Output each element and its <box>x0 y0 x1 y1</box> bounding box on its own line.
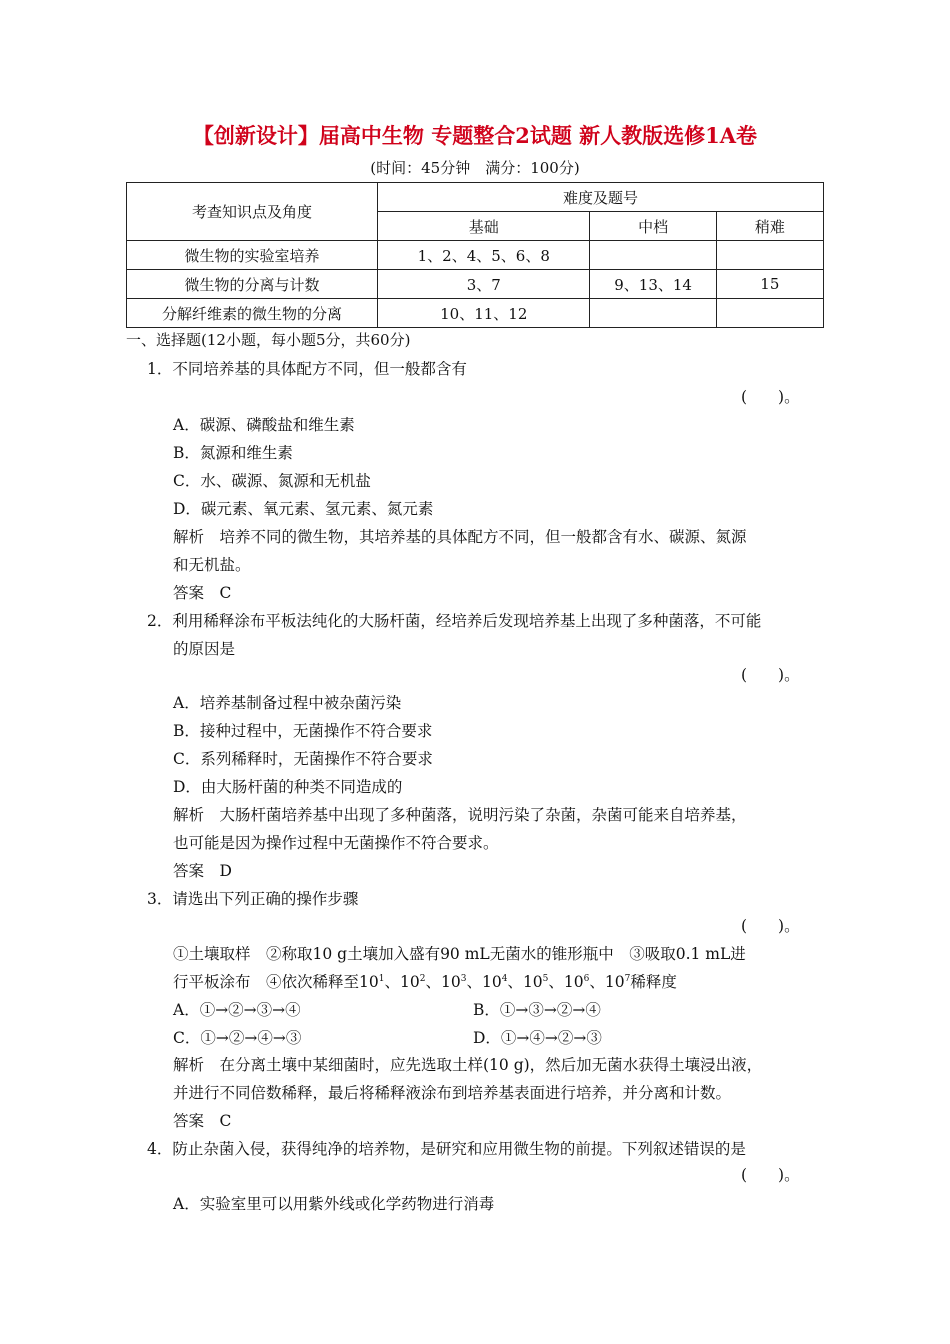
q3-steps-suffix: 稀释度 <box>630 973 677 991</box>
q1-answer-blank: ( )。 <box>741 388 800 406</box>
q3-exponent: 7 <box>624 973 631 984</box>
q3-option-b: B．①→③→②→④ <box>473 1001 601 1019</box>
document-title: 【创新设计】届高中生物 专题整合2试题 新人教版选修1A卷 <box>192 123 758 148</box>
q3-exponent: 4 <box>501 973 508 984</box>
q1-stem: 1．不同培养基的具体配方不同，但一般都含有 <box>147 360 467 378</box>
q3-option-a: A．①→②→③→④ <box>173 1001 301 1019</box>
q2-analysis-line2: 也可能是因为操作过程中无菌操作不符合要求。 <box>173 834 499 852</box>
q3-option-c: C．①→②→④→③ <box>173 1029 302 1047</box>
q3-steps-line2: 行平板涂布 ④依次稀释至$10^1$、$10^2$、$10^3$、$10^4$、$10^5$、$10^6$、$10^7$稀释度 <box>173 973 677 991</box>
table-cell-mid <box>590 241 716 270</box>
q3-stem: 3．请选出下列正确的操作步骤 <box>147 890 359 908</box>
table-cell-basic: 10、11、12 <box>378 299 590 328</box>
table-header-hard: 稍难 <box>716 212 823 241</box>
section-title: 一、选择题(12小题，每小题5分，共60分) <box>126 331 411 349</box>
q2-stem-line2: 的原因是 <box>173 640 236 658</box>
q2-answer-blank: ( )。 <box>741 666 800 684</box>
table-header-mid: 中档 <box>590 212 716 241</box>
table-cell-topic: 微生物的分离与计数 <box>127 270 378 299</box>
q3-exponent: 3 <box>460 973 467 984</box>
q1-option-b: B．氮源和维生素 <box>173 444 293 462</box>
q3-exponent: 2 <box>419 973 426 984</box>
q3-analysis-line1: 解析 在分离土壤中某细菌时，应先选取土样(10 g)，然后加无菌水获得土壤浸出液， <box>173 1056 763 1074</box>
q4-option-a: A．实验室里可以用紫外线或化学药物进行消毒 <box>173 1195 495 1213</box>
q3-exponent: 6 <box>583 973 590 984</box>
q2-answer: 答案 D <box>173 862 232 880</box>
table-header-difficulty: 难度及题号 <box>378 183 824 212</box>
q3-base: 10 <box>604 973 625 991</box>
document-subtitle: (时间：45分钟 满分：100分) <box>370 159 580 177</box>
table-cell-hard <box>716 241 823 270</box>
table-row <box>127 270 824 299</box>
table-cell-hard: 15 <box>716 270 823 299</box>
q3-base: 10 <box>563 973 584 991</box>
q1-option-d: D．碳元素、氧元素、氢元素、氮元素 <box>173 500 434 518</box>
q2-option-c: C．系列稀释时，无菌操作不符合要求 <box>173 750 433 768</box>
q2-option-a: A．培养基制备过程中被杂菌污染 <box>173 694 402 712</box>
knowledge-table <box>126 182 824 328</box>
q3-exponent: 1 <box>378 973 385 984</box>
table-cell-mid <box>590 299 716 328</box>
q2-stem-line1: 2．利用稀释涂布平板法纯化的大肠杆菌，经培养后发现培养基上出现了多种菌落，不可能 <box>147 612 762 630</box>
table-cell-topic: 分解纤维素的微生物的分离 <box>127 299 378 328</box>
q1-analysis-line1: 解析 培养不同的微生物，其培养基的具体配方不同，但一般都含有水、碳源、氮源 <box>173 528 747 546</box>
q3-base: 10 <box>399 973 420 991</box>
table-row <box>127 299 824 328</box>
q4-answer-blank: ( )。 <box>741 1166 800 1184</box>
q3-base: 10 <box>522 973 543 991</box>
q3-exponent: 5 <box>542 973 549 984</box>
q2-option-d: D．由大肠杆菌的种类不同造成的 <box>173 778 403 796</box>
q1-option-c: C．水、碳源、氮源和无机盐 <box>173 472 371 490</box>
q1-analysis-line2: 和无机盐。 <box>173 556 251 574</box>
q4-stem: 4．防止杂菌入侵，获得纯净的培养物，是研究和应用微生物的前提。下列叙述错误的是 <box>147 1140 746 1158</box>
q3-analysis-line2: 并进行不同倍数稀释，最后将稀释液涂布到培养基表面进行培养，并分离和计数。 <box>173 1084 732 1102</box>
q1-option-a: A．碳源、磷酸盐和维生素 <box>173 416 355 434</box>
q2-option-b: B．接种过程中，无菌操作不符合要求 <box>173 722 433 740</box>
q3-answer-blank: ( )。 <box>741 917 800 935</box>
q3-option-d: D．①→④→②→③ <box>473 1029 602 1047</box>
table-row <box>127 241 824 270</box>
q2-analysis-line1: 解析 大肠杆菌培养基中出现了多种菌落，说明污染了杂菌，杂菌可能来自培养基， <box>173 806 747 824</box>
q3-base: 10 <box>481 973 502 991</box>
table-header-basic: 基础 <box>378 212 590 241</box>
q3-steps-prefix: 行平板涂布 ④依次稀释至10 <box>173 973 379 991</box>
table-cell-basic: 1、2、4、5、6、8 <box>378 241 590 270</box>
table-cell-hard <box>716 299 823 328</box>
table-cell-basic: 3、7 <box>378 270 590 299</box>
q3-steps-line1: ①土壤取样 ②称取10 g土壤加入盛有90 mL无菌水的锥形瓶中 ③吸取0.1 mL进 <box>173 945 746 963</box>
q1-answer: 答案 C <box>173 584 232 602</box>
table-cell-mid: 9、13、14 <box>590 270 716 299</box>
q3-base: 10 <box>440 973 461 991</box>
table-cell-topic: 微生物的实验室培养 <box>127 241 378 270</box>
table-header-topic: 考查知识点及角度 <box>127 183 378 241</box>
q3-answer: 答案 C <box>173 1112 232 1130</box>
